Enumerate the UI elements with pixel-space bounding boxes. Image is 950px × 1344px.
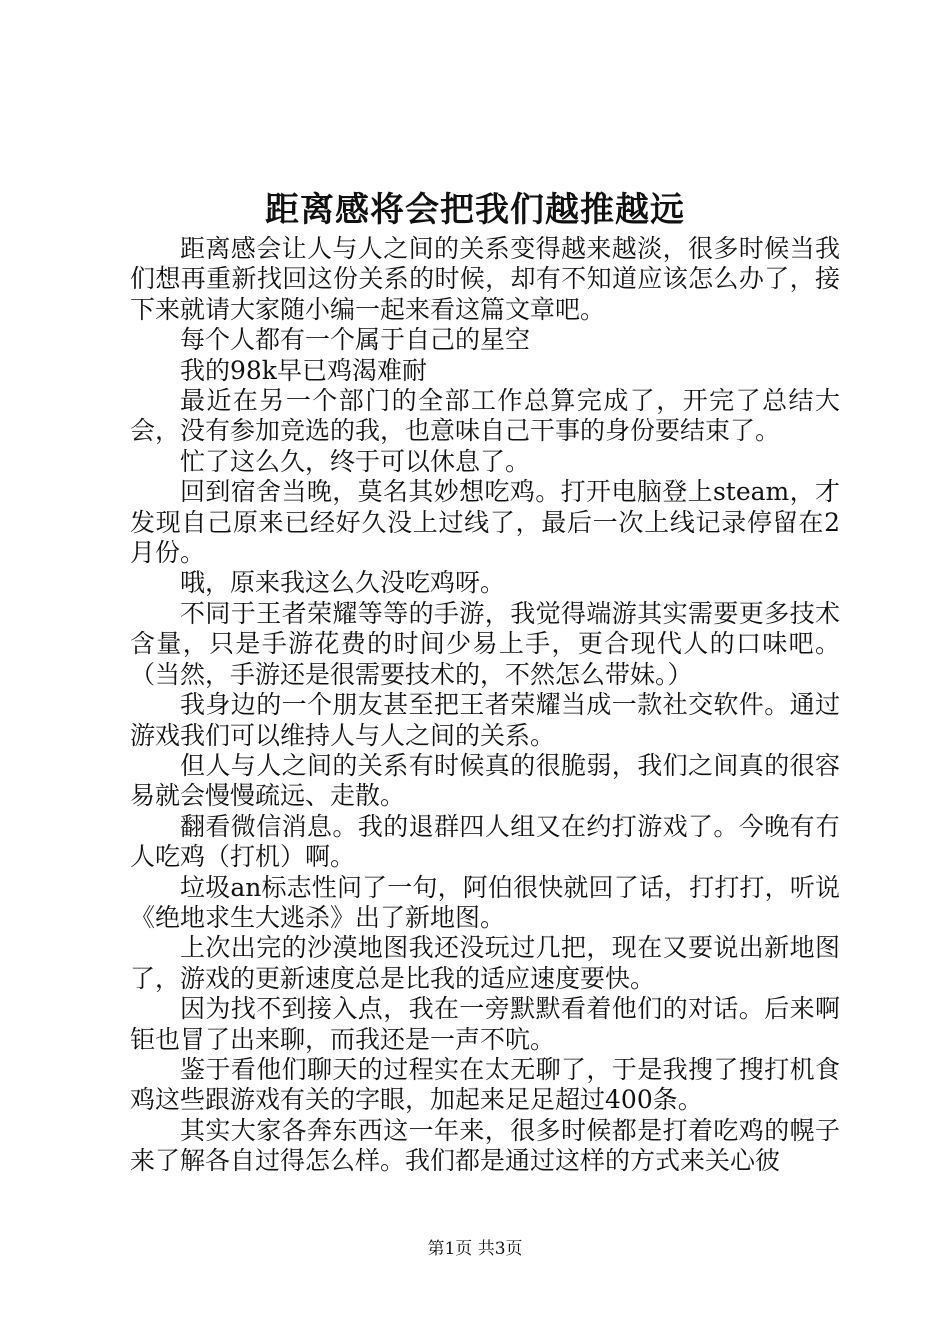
document-body	[130, 234, 840, 1177]
paragraph: 但人与人之间的关系有时候真的很脆弱，我们之间真的很容易就会慢慢疏远、走散。	[130, 750, 840, 811]
paragraph: 不同于王者荣耀等等的手游，我觉得端游其实需要更多技术含量，只是手游花费的时间少易上手，更合现代人的口味吧。（当然，手游还是很需要技术的，不然怎么带妹。）	[130, 598, 840, 689]
paragraph: 其实大家各奔东西这一年来，很多时候都是打着吃鸡的幌子来了解各自过得怎么样。我们都是通过这样的方式来关心彼	[130, 1115, 840, 1176]
document-title: 距离感将会把我们越推越远	[265, 190, 685, 230]
paragraph: 哦，原来我这么久没吃鸡呀。	[180, 568, 506, 598]
paragraph: 翻看微信消息。我的退群四人组又在约打游戏了。今晚有冇人吃鸡（打机）啊。	[130, 811, 840, 872]
paragraph: 我的98k早已鸡渴难耐	[180, 355, 427, 385]
paragraph: 忙了这么久，终于可以休息了。	[180, 446, 531, 476]
page-footer: 第1页 共3页	[427, 1239, 523, 1259]
paragraph: 因为找不到接入点，我在一旁默默看着他们的对话。后来啊钜也冒了出来聊，而我还是一声不吭。	[130, 994, 840, 1054]
paragraph: 鉴于看他们聊天的过程实在太无聊了，于是我搜了搜打机食鸡这些跟游戏有关的字眼，加起来足足超过400条。	[130, 1054, 840, 1115]
paragraph: 距离感会让人与人之间的关系变得越来越淡，很多时候当我们想再重新找回这份关系的时候，却有不知道应该怎么办了，接下来就请大家随小编一起来看这篇文章吧。	[130, 234, 840, 324]
paragraph: 垃圾an标志性问了一句，阿伯很快就回了话，打打打，听说《绝地求生大逃杀》出了新地图。	[130, 872, 840, 932]
paragraph: 上次出完的沙漠地图我还没玩过几把，现在又要说出新地图了，游戏的更新速度总是比我的适应速度要快。	[130, 933, 840, 993]
paragraph: 回到宿舍当晚，莫名其妙想吃鸡。打开电脑登上steam，才发现自己原来已经好久没上过线了，最后一次上线记录停留在2月份。	[130, 477, 840, 568]
paragraph: 最近在另一个部门的全部工作总算完成了，开完了总结大会，没有参加竞选的我，也意味自己干事的身份要结束了。	[130, 386, 840, 446]
paragraph: 每个人都有一个属于自己的星空	[180, 325, 531, 355]
paragraph: 我身边的一个朋友甚至把王者荣耀当成一款社交软件。通过游戏我们可以维持人与人之间的关系。	[130, 690, 840, 750]
